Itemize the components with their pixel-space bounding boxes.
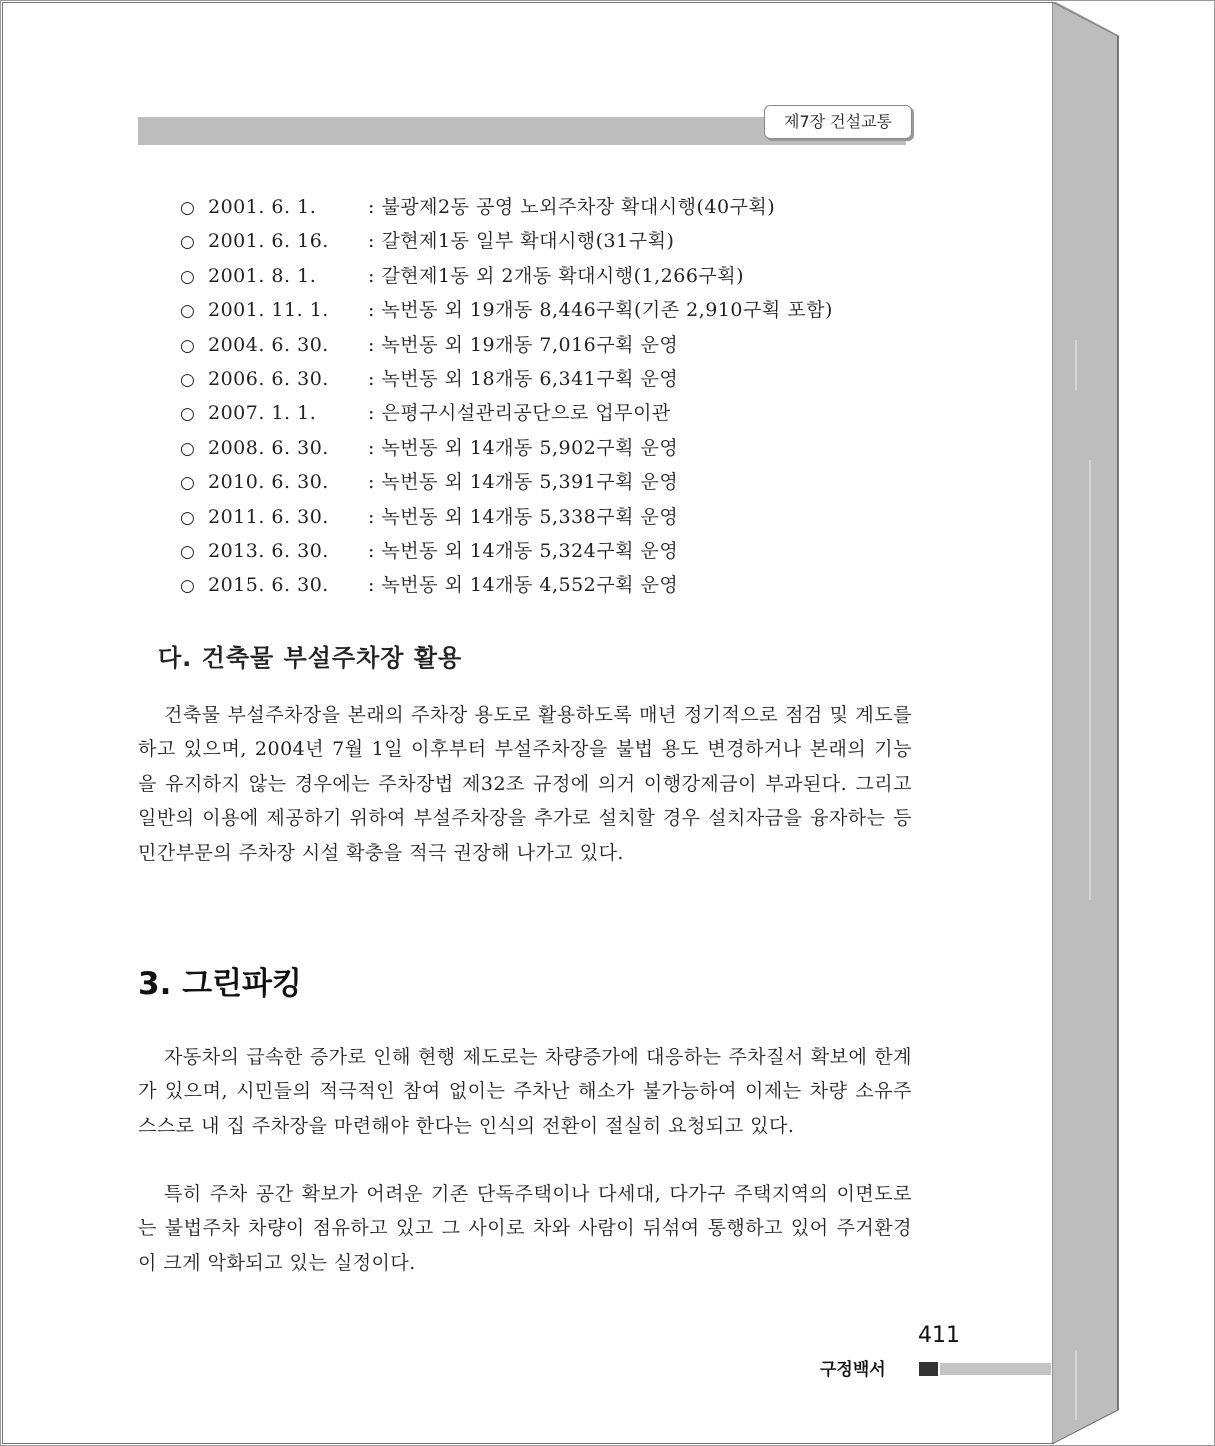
list-item (180, 465, 833, 499)
list-item (180, 500, 833, 534)
bullet-icon: ○ (180, 266, 196, 287)
paragraph-text: 특히 주차 공간 확보가 어려운 기존 단독주택이나 다세대, 다가구 주택지역의 이면도로는 불법주차 차량이 점유하고 있고 그 사이로 차와 사람이 뒤섞여 통행하고 있어 주거환경이 크게 악화되고 있는 실정이다. (138, 1183, 912, 1274)
item-text: : 녹번동 외 19개동 7,016구획 운영 (368, 333, 679, 356)
item-text: : 갈현제1동 일부 확대시행(31구획) (368, 230, 675, 253)
page-number: 411 (918, 1323, 960, 1348)
item-date: 2001. 8. 1. (208, 264, 317, 287)
timeline-list (180, 190, 833, 603)
list-item (180, 431, 833, 465)
chapter-tab: 제7장 건설교통 (764, 105, 912, 139)
item-date: 2004. 6. 30. (208, 333, 329, 356)
item-text: : 녹번동 외 14개동 4,552구획 운영 (368, 574, 679, 597)
paragraph-parking-use (138, 698, 912, 870)
list-item (180, 328, 833, 362)
item-date: 2011. 6. 30. (208, 505, 329, 528)
item-date: 2013. 6. 30. (208, 539, 329, 562)
section-heading-da: 다. 건축물 부설주차장 활용 (158, 644, 463, 672)
paragraph-green-parking-2 (138, 1177, 912, 1280)
item-date: 2006. 6. 30. (208, 367, 329, 390)
paragraph-text: 건축물 부설주차장을 본래의 주차장 용도로 활용하도록 매년 정기적으로 점검 및 계도를 하고 있으며, 2004년 7월 1일 이후부터 부설주차장을 불법 용도 변경하거나 본래의 기능을 유지하지 않는 경우에는 주차장법 제32조 규정에 의거 이행강제금이 부과된다. 그리고 일반의 이용에 제공하기 위하여 부설주차장을 추가로 설치할 경우 설치자금을 융자하는 등 민간부문의 주차장 시설 확충을 적극 권장해 나가고 있다. (138, 704, 912, 864)
bullet-icon: ○ (180, 232, 196, 253)
list-item (180, 259, 833, 293)
item-text: : 녹번동 외 19개동 8,446구획(기존 2,910구획 포함) (368, 299, 833, 322)
item-text: : 녹번동 외 14개동 5,338구획 운영 (368, 505, 679, 528)
book-title: 구정백서 (820, 1360, 886, 1380)
paragraph-green-parking-1 (138, 1040, 912, 1143)
list-item (180, 362, 833, 396)
list-item (180, 224, 833, 258)
item-date: 2010. 6. 30. (208, 471, 329, 494)
bullet-icon: ○ (180, 301, 196, 322)
bullet-icon: ○ (180, 576, 196, 597)
item-date: 2015. 6. 30. (208, 574, 329, 597)
item-text: : 은평구시설관리공단으로 업무이관 (368, 402, 671, 425)
item-text: : 불광제2동 공영 노외주차장 확대시행(40구획) (368, 196, 776, 218)
paragraph-text: 자동차의 급속한 증가로 인해 현행 제도로는 차량증가에 대응하는 주차질서 확보에 한계가 있으며, 시민들의 적극적인 참여 없이는 주차난 해소가 불가능하여 이제는 차량 소유주 스스로 내 집 주차장을 마련해야 한다는 인식의 전환이 절실히 요청되고 있다. (138, 1046, 912, 1137)
item-date: 2001. 6. 16. (208, 230, 329, 253)
item-date: 2001. 6. 1. (208, 196, 317, 218)
list-item (180, 568, 833, 602)
bullet-icon: ○ (180, 404, 196, 425)
bullet-icon: ○ (180, 473, 196, 494)
item-text: : 갈현제1동 외 2개동 확대시행(1,266구획) (368, 264, 745, 287)
footer-marker (919, 1362, 938, 1376)
item-text: : 녹번동 외 14개동 5,391구획 운영 (368, 471, 679, 494)
bullet-icon: ○ (180, 541, 196, 562)
bullet-icon: ○ (180, 335, 196, 356)
item-text: : 녹번동 외 18개동 6,341구획 운영 (368, 367, 679, 390)
bullet-icon: ○ (180, 369, 196, 390)
bullet-icon: ○ (180, 438, 196, 459)
list-item (180, 293, 833, 327)
item-date: 2008. 6. 30. (208, 436, 329, 459)
book-edge (1052, 0, 1212, 1446)
item-text: : 녹번동 외 14개동 5,324구획 운영 (368, 539, 679, 562)
item-text: : 녹번동 외 14개동 5,902구획 운영 (368, 436, 679, 459)
footer-bar (940, 1363, 1051, 1375)
list-item (180, 534, 833, 568)
bullet-icon: ○ (180, 198, 196, 218)
list-item (180, 190, 833, 224)
list-item (180, 396, 833, 430)
section-heading-green-parking: 3. 그린파킹 (138, 966, 302, 1002)
item-date: 2001. 11. 1. (208, 299, 329, 322)
item-date: 2007. 1. 1. (208, 402, 317, 425)
bullet-icon: ○ (180, 507, 196, 528)
